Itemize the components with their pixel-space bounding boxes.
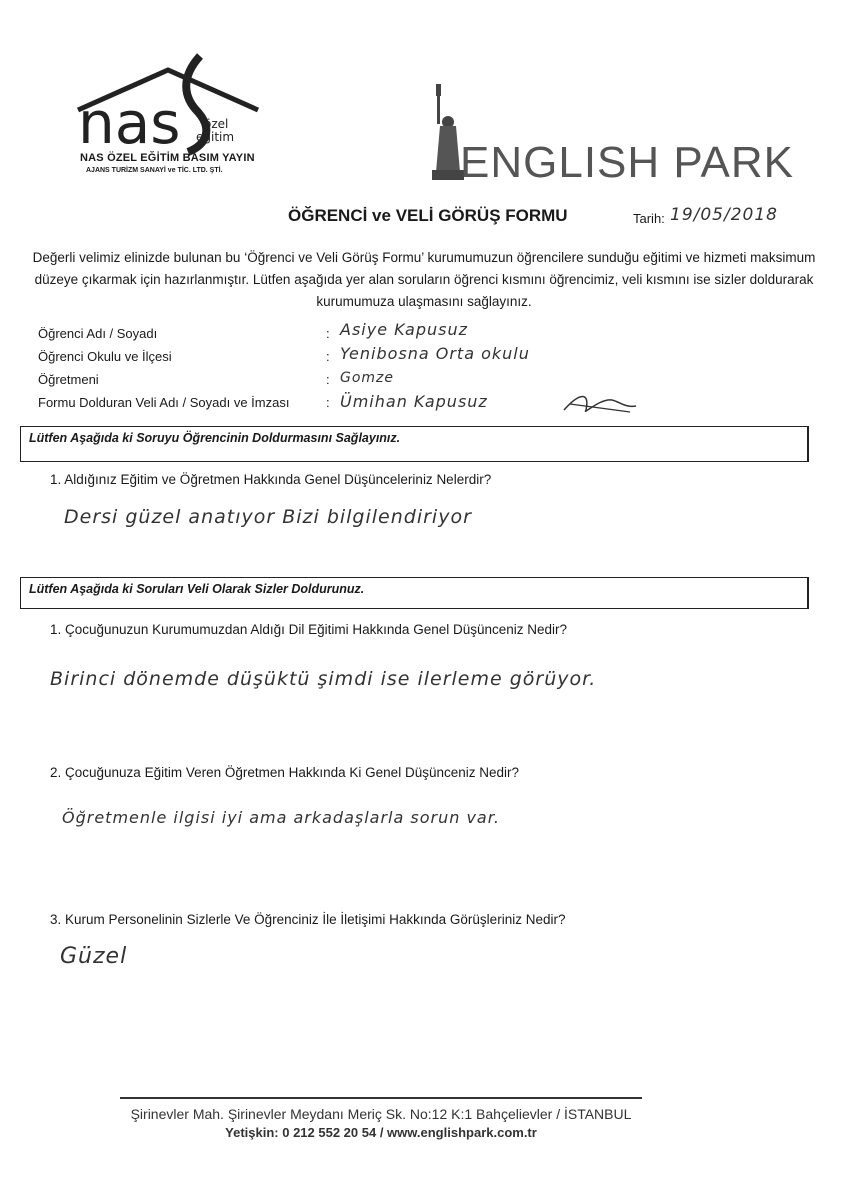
field-value-student-name: Asiye Kapusuz <box>340 320 469 339</box>
footer-contact: Yetişkin: 0 212 552 20 54 / www.englishpark.com.tr <box>225 1125 537 1140</box>
signature-scribble <box>560 388 640 418</box>
field-label-student-name: Öğrenci Adı / Soyadı <box>38 326 158 341</box>
field-value-parent: Ümihan Kapusuz <box>340 392 488 411</box>
company-subtitle: AJANS TURİZM SANAYİ ve TİC. LTD. ŞTİ. <box>86 167 223 174</box>
intro-paragraph: Değerli velimiz elinizde bulunan bu ‘Öğrenci ve Veli Görüş Formu’ kurumumuzun öğrencilere sunduğu eğitimi ve hizmeti maksimum düzeye çıkarmak için hazırlanmıştır. Lütfen aşağıda yer alan soruların öğrenci kısmını öğrencimiz, veli kısmını ise sizler doldurarak kurumumuza ulaşmasını sağlayınız. <box>32 250 816 309</box>
field-colon: : <box>326 372 330 387</box>
field-colon: : <box>326 349 330 364</box>
field-colon: : <box>326 395 330 410</box>
parent-answer-2: Öğretmenle ilgisi iyi ama arkadaşlarla sorun var. <box>62 808 500 827</box>
date-label: Tarih: <box>633 211 665 226</box>
date-value: 19/05/2018 <box>670 205 778 225</box>
field-label-school: Öğrenci Okulu ve İlçesi <box>38 349 172 364</box>
brand-name: ENGLISH PARK <box>460 138 794 187</box>
svg-text:eğitim: eğitim <box>196 130 235 144</box>
footer-address: Şirinevler Mah. Şirinevler Meydanı Meriç Sk. No:12 K:1 Bahçelievler / İSTANBUL <box>130 1106 632 1122</box>
parent-question-2: 2. Çocuğunuza Eğitim Veren Öğretmen Hakkında Ki Genel Düşünceniz Nedir? <box>50 765 519 780</box>
company-name: NAS ÖZEL EĞİTİM BASIM YAYIN <box>80 152 255 164</box>
parent-section-title: Lütfen Aşağıda ki Soruları Veli Olarak Sizler Doldurunuz. <box>29 582 365 596</box>
parent-answer-1: Birinci dönemde düşüktü şimdi ise ilerleme görüyor. <box>50 668 597 690</box>
field-label-parent: Formu Dolduran Veli Adı / Soyadı ve İmzası <box>38 395 290 410</box>
field-value-teacher: Gomze <box>340 370 395 386</box>
student-section-title: Lütfen Aşağıda ki Soruyu Öğrencinin Doldurmasını Sağlayınız. <box>29 431 401 445</box>
parent-section-box <box>20 577 809 609</box>
field-colon: : <box>326 326 330 341</box>
svg-text:nas: nas <box>78 89 181 157</box>
form-title: ÖĞRENCİ ve VELİ GÖRÜŞ FORMU <box>288 206 568 225</box>
student-question: 1. Aldığınız Eğitim ve Öğretmen Hakkında Genel Düşünceleriniz Nelerdir? <box>50 472 492 487</box>
footer-divider <box>120 1097 642 1099</box>
student-answer: Dersi güzel anatıyor Bizi bilgilendiriyor <box>64 506 472 528</box>
svg-text:özel: özel <box>204 117 229 131</box>
parent-answer-3: Güzel <box>60 944 128 969</box>
field-label-teacher: Öğretmeni <box>38 372 99 387</box>
parent-question-1: 1. Çocuğunuzun Kurumumuzdan Aldığı Dil Eğitimi Hakkında Genel Düşünceniz Nedir? <box>50 622 568 637</box>
field-value-school: Yenibosna Orta okulu <box>340 344 530 363</box>
student-section-box <box>20 426 809 462</box>
parent-question-3: 3. Kurum Personelinin Sizlerle Ve Öğrenciniz İle İletişimi Hakkında Görüşleriniz Nedir? <box>50 912 566 927</box>
